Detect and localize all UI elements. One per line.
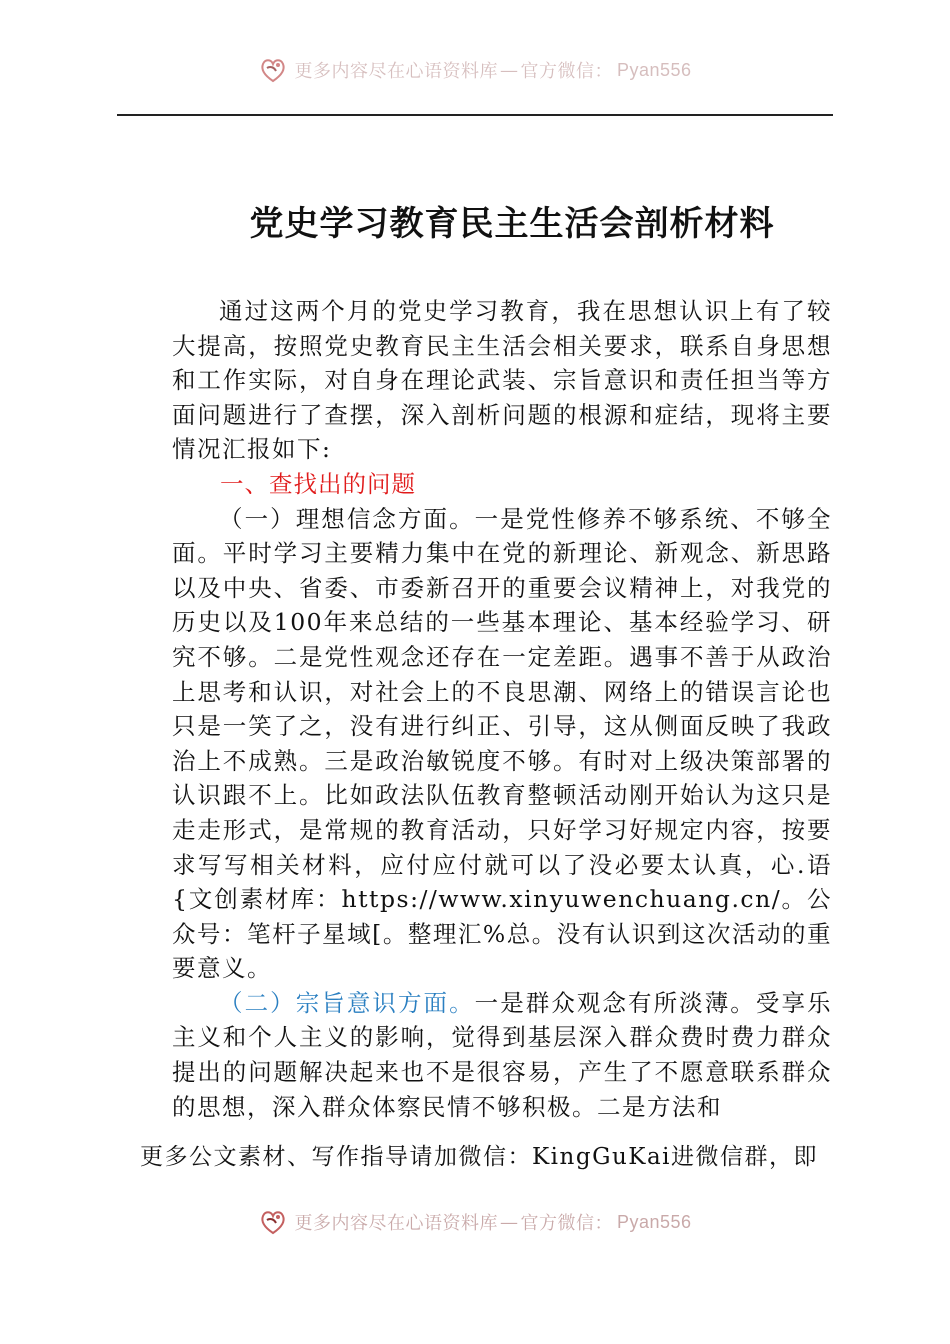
ideals-paragraph: （一）理想信念方面。一是党性修养不够系统、不够全面。平时学习主要精力集中在党的新理论、新观念、新思路以及中央、省委、市委新召开的重要会议精神上，对我党的历史以及100年来总结的一些基本理论、基本经验学习、研究不够。二是党性观念还存在一定差距。遇事不善于从政治上思考和认识，对社会上的不良思潮、网络上的错误言论也只是一笑了之，没有进行纠正、引导，这从侧面反映了我政治上不成熟。三是政治敏锐度不够。有时对上级决策部署的认识跟不上。比如政法队伍教育整顿活动刚开始认为这只是走走形式，是常规的教育活动，只好学习好规定内容，按要求写写相关材料，应付应付就可以了没必要太认真，心.语{文创素材库：https://www.xinyuwenchuang.cn/。公众号：笔杆子星域[。整理汇%总。没有认识到这次活动的重要意义。 — [172, 504, 832, 983]
section-heading: 一、查找出的问题 — [220, 469, 416, 498]
purpose-paragraph-text: 一是群众观念有所淡薄。受享乐主义和个人主义的影响，觉得到基层深入群众费时费力群众提出的问题解决起来也不是很容易，产生了不愿意联系群众的思想，深入群众体察民情不够积极。二是方法和 — [172, 988, 833, 1121]
document-body — [172, 294, 832, 1124]
document-title: 党史学习教育民主生活会剖析材料 — [249, 204, 775, 244]
watermark-wechat-id: Pyan556 — [616, 1211, 692, 1232]
watermark-brand-text: 更多内容尽在心语资料库 — [294, 1213, 498, 1234]
watermark-wechat-id: Pyan556 — [616, 59, 692, 80]
brand-logo-icon — [258, 55, 288, 85]
brand-logo-icon — [258, 1207, 288, 1237]
watermark-dash: — — [499, 59, 519, 81]
watermark-wechat-label: 官方微信： — [520, 1213, 613, 1234]
purpose-subheading: （二）宗旨意识方面。 — [219, 988, 475, 1017]
footer-contact-note: 更多公文素材、写作指导请加微信：KingGuKai进微信群，即 — [140, 1144, 819, 1170]
header-divider — [117, 114, 833, 116]
watermark-brand-text: 更多内容尽在心语资料库 — [294, 61, 498, 82]
watermark-wechat-label: 官方微信： — [520, 61, 613, 82]
footer-watermark — [0, 1202, 950, 1242]
header-watermark — [0, 50, 950, 90]
purpose-paragraph — [172, 986, 832, 1124]
intro-paragraph: 通过这两个月的党史学习教育，我在思想认识上有了较大提高，按照党史教育民主生活会相关要求，联系自身思想和工作实际，对自身在理论武装、宗旨意识和责任担当等方面问题进行了查摆，深入剖析问题的根源和症结，现将主要情况汇报如下: — [172, 297, 832, 464]
watermark-dash: — — [499, 1211, 519, 1233]
